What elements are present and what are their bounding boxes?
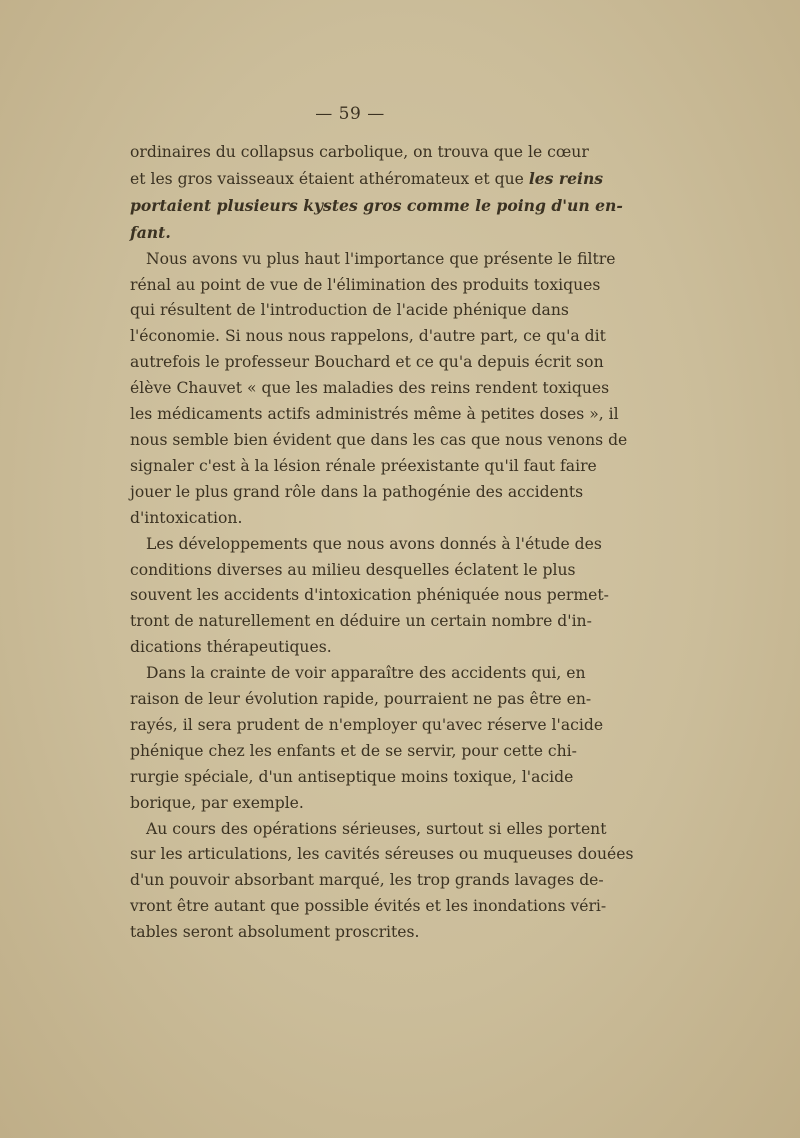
text-line: phénique chez les enfants et de se servir, pour cette chi- bbox=[130, 741, 577, 760]
paragraph-4 bbox=[130, 661, 604, 816]
text-line: autrefois le professeur Bouchard et ce qu'a depuis écrit son bbox=[130, 353, 604, 372]
paragraph-2 bbox=[130, 247, 628, 532]
text-line: vront être autant que possible évités et les inondations véri- bbox=[130, 897, 607, 916]
text-line: sur les articulations, les cavités séreuses ou muqueuses douées bbox=[130, 845, 634, 864]
emphasis: portaient plusieurs kystes gros comme le poing d'un en- bbox=[130, 195, 623, 215]
text-line: borique, par exemple. bbox=[130, 793, 304, 812]
text-line: Au cours des opérations sérieuses, surtout si elles portent bbox=[146, 819, 607, 838]
text-line: conditions diverses au milieu desquelles éclatent le plus bbox=[130, 560, 576, 579]
text-line: et les gros vaisseaux étaient athéromateux et que les reins bbox=[130, 168, 604, 188]
emphasis: fant. bbox=[130, 222, 171, 242]
paragraph-5 bbox=[130, 817, 634, 947]
text-line: élève Chauvet « que les maladies des reins rendent toxiques bbox=[130, 379, 610, 398]
text-line bbox=[130, 220, 560, 247]
text-line: raison de leur évolution rapide, pourraient ne pas être en- bbox=[130, 690, 592, 709]
emphasis: les reins bbox=[528, 168, 604, 188]
paragraph-3 bbox=[130, 532, 609, 662]
paragraph-1 bbox=[130, 140, 623, 247]
text-line: les médicaments actifs administrés même à petites doses », il bbox=[130, 405, 619, 424]
page-number: — 59 — bbox=[315, 104, 385, 124]
text-line: nous semble bien évident que dans les cas que nous venons de bbox=[130, 430, 628, 449]
text-line: signaler c'est à la lésion rénale préexistante qu'il faut faire bbox=[130, 456, 597, 475]
text-line: l'économie. Si nous nous rappelons, d'autre part, ce qu'a dit bbox=[130, 327, 606, 346]
text-line: d'intoxication. bbox=[130, 508, 243, 527]
text-line: d'un pouvoir absorbant marqué, les trop grands lavages de- bbox=[130, 871, 604, 890]
text-line: Dans la crainte de voir apparaître des accidents qui, en bbox=[146, 664, 586, 683]
text-line: jouer le plus grand rôle dans la pathogénie des accidents bbox=[130, 482, 584, 501]
text-line: souvent les accidents d'intoxication phéniquée nous permet- bbox=[130, 586, 609, 605]
text-line: Les développements que nous avons donnés à l'étude des bbox=[146, 534, 602, 553]
text-line: tables seront absolument proscrites. bbox=[130, 923, 420, 942]
text-line: rayés, il sera prudent de n'employer qu'avec réserve l'acide bbox=[130, 715, 604, 734]
text-line bbox=[130, 193, 623, 220]
text-line: rénal au point de vue de l'élimination des produits toxiques bbox=[130, 275, 601, 294]
text-line: Nous avons vu plus haut l'importance que présente le filtre bbox=[146, 249, 616, 268]
text-line: tront de naturellement en déduire un certain nombre d'in- bbox=[130, 612, 592, 631]
text-line: dications thérapeutiques. bbox=[130, 638, 332, 657]
text-line: qui résultent de l'introduction de l'acide phénique dans bbox=[130, 301, 569, 320]
body-text bbox=[130, 140, 634, 946]
text-line: rurgie spéciale, d'un antiseptique moins toxique, l'acide bbox=[130, 767, 574, 786]
text-line: ordinaires du collapsus carbolique, on trouva que le cœur bbox=[130, 143, 589, 161]
